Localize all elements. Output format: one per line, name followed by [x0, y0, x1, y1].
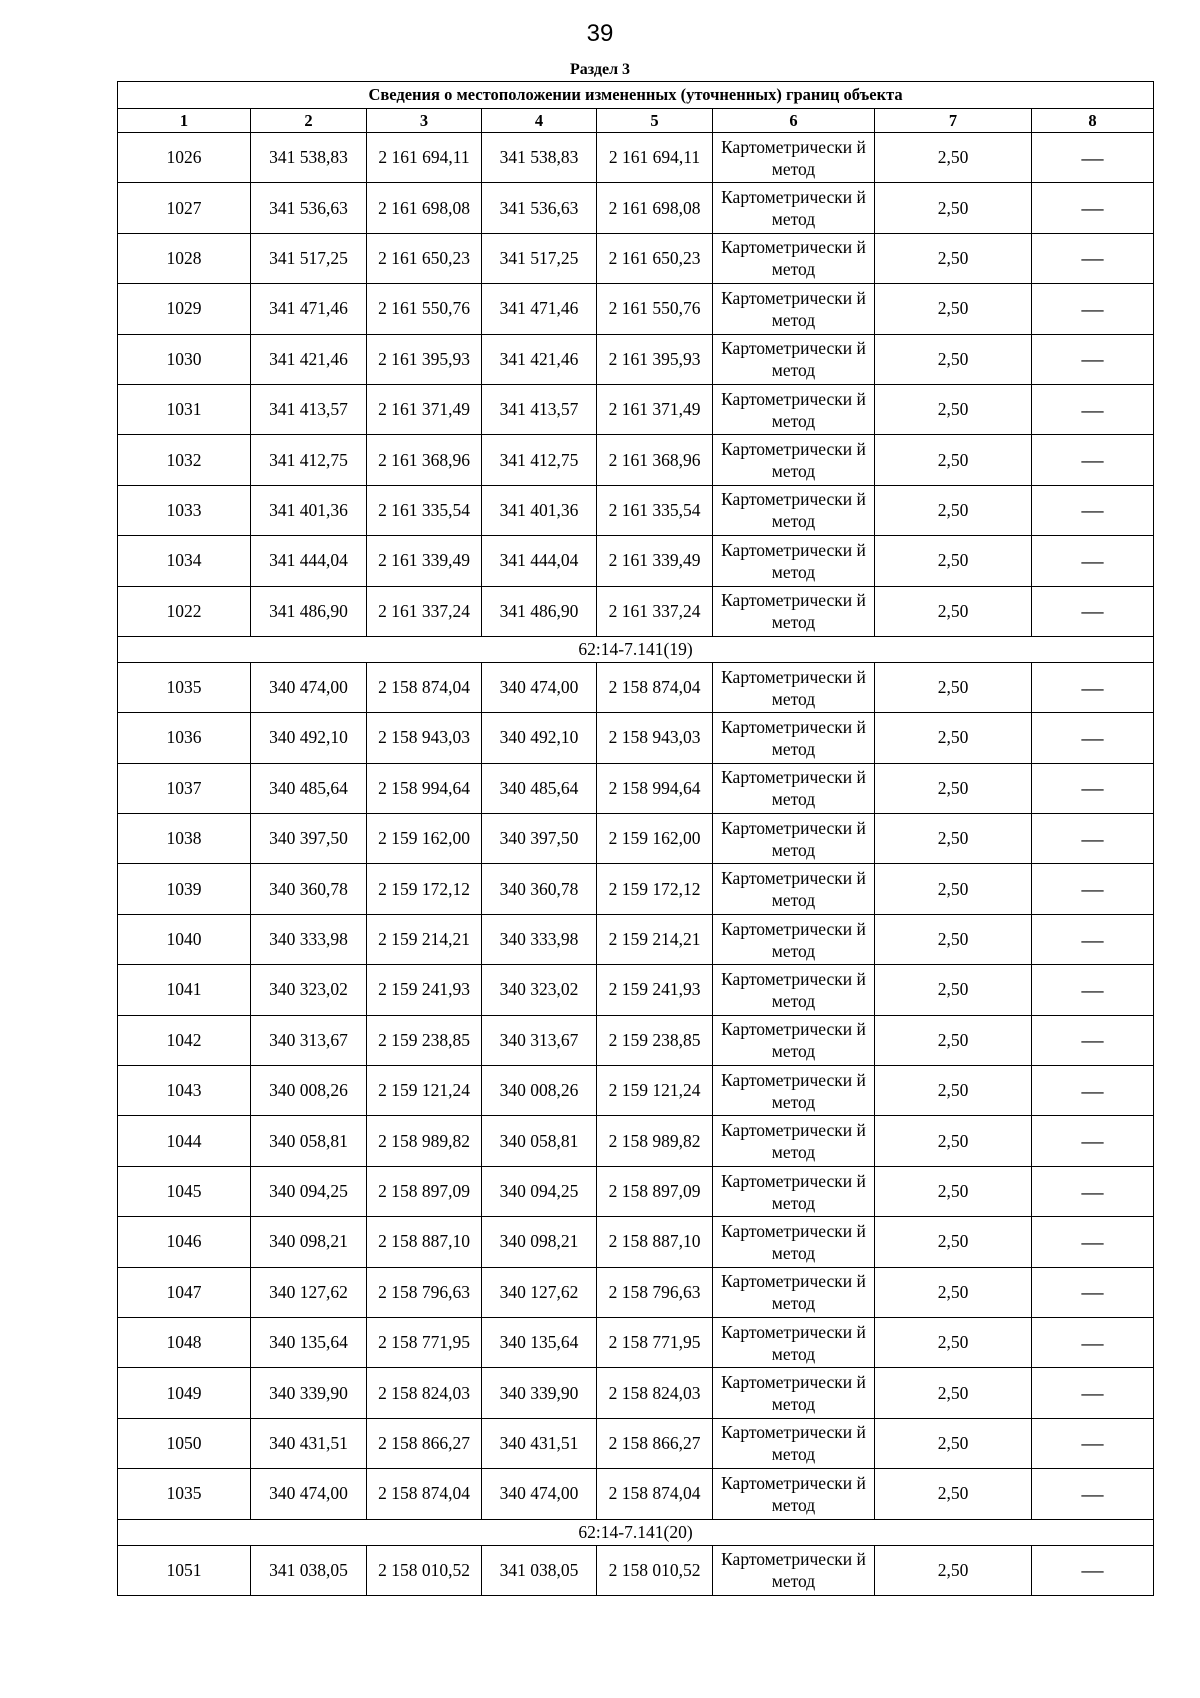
- table-row: [118, 1166, 1154, 1216]
- accuracy-cell: 2,50: [875, 586, 1032, 636]
- x-old-cell: 341 538,83: [251, 133, 367, 183]
- point-number-cell: 1031: [118, 384, 251, 434]
- x-new-cell: 340 431,51: [482, 1418, 597, 1468]
- table-row: [118, 713, 1154, 763]
- table-row: [118, 1015, 1154, 1065]
- point-number-cell: 1041: [118, 965, 251, 1015]
- table-row: [118, 133, 1154, 183]
- y-new-cell: 2 161 698,08: [597, 183, 713, 233]
- x-new-cell: 340 339,90: [482, 1368, 597, 1418]
- x-old-cell: 340 127,62: [251, 1267, 367, 1317]
- y-old-cell: 2 161 371,49: [367, 384, 482, 434]
- y-old-cell: 2 159 214,21: [367, 914, 482, 964]
- accuracy-cell: 2,50: [875, 914, 1032, 964]
- method-cell: Картометрически й метод: [713, 233, 875, 283]
- table-row: [118, 1116, 1154, 1166]
- table-row: [118, 1469, 1154, 1519]
- method-cell: Картометрически й метод: [713, 662, 875, 712]
- x-old-cell: 340 008,26: [251, 1066, 367, 1116]
- description-cell: —: [1032, 1317, 1154, 1367]
- accuracy-cell: 2,50: [875, 1469, 1032, 1519]
- column-header: 7: [875, 109, 1032, 133]
- accuracy-cell: 2,50: [875, 814, 1032, 864]
- x-new-cell: 340 474,00: [482, 662, 597, 712]
- table-row: [118, 914, 1154, 964]
- table-row: [118, 763, 1154, 813]
- x-old-cell: 340 313,67: [251, 1015, 367, 1065]
- table-row: [118, 485, 1154, 535]
- description-cell: —: [1032, 914, 1154, 964]
- description-cell: —: [1032, 1066, 1154, 1116]
- description-cell: —: [1032, 284, 1154, 334]
- x-new-cell: 340 474,00: [482, 1469, 597, 1519]
- y-old-cell: 2 159 172,12: [367, 864, 482, 914]
- x-new-cell: 340 094,25: [482, 1166, 597, 1216]
- y-old-cell: 2 159 121,24: [367, 1066, 482, 1116]
- point-number-cell: 1043: [118, 1066, 251, 1116]
- point-number-cell: 1036: [118, 713, 251, 763]
- y-old-cell: 2 161 395,93: [367, 334, 482, 384]
- x-old-cell: 341 536,63: [251, 183, 367, 233]
- description-cell: —: [1032, 1469, 1154, 1519]
- accuracy-cell: 2,50: [875, 284, 1032, 334]
- accuracy-cell: 2,50: [875, 1166, 1032, 1216]
- description-cell: —: [1032, 864, 1154, 914]
- y-old-cell: 2 158 887,10: [367, 1217, 482, 1267]
- accuracy-cell: 2,50: [875, 1015, 1032, 1065]
- accuracy-cell: 2,50: [875, 435, 1032, 485]
- description-cell: —: [1032, 1418, 1154, 1468]
- x-old-cell: 340 492,10: [251, 713, 367, 763]
- parcel-number: 62:14-7.141(19): [118, 636, 1154, 662]
- y-new-cell: 2 161 335,54: [597, 485, 713, 535]
- x-old-cell: 340 333,98: [251, 914, 367, 964]
- y-old-cell: 2 161 694,11: [367, 133, 482, 183]
- description-cell: —: [1032, 133, 1154, 183]
- accuracy-cell: 2,50: [875, 384, 1032, 434]
- coordinates-table: [117, 81, 1154, 1596]
- accuracy-cell: 2,50: [875, 662, 1032, 712]
- x-old-cell: 340 474,00: [251, 662, 367, 712]
- y-old-cell: 2 158 994,64: [367, 763, 482, 813]
- y-new-cell: 2 161 337,24: [597, 586, 713, 636]
- y-new-cell: 2 158 943,03: [597, 713, 713, 763]
- x-old-cell: 340 094,25: [251, 1166, 367, 1216]
- parcel-group-row: [118, 1519, 1154, 1545]
- accuracy-cell: 2,50: [875, 183, 1032, 233]
- y-old-cell: 2 158 824,03: [367, 1368, 482, 1418]
- method-cell: Картометрически й метод: [713, 1116, 875, 1166]
- y-old-cell: 2 161 698,08: [367, 183, 482, 233]
- x-old-cell: 340 474,00: [251, 1469, 367, 1519]
- y-old-cell: 2 158 010,52: [367, 1545, 482, 1595]
- column-header: 3: [367, 109, 482, 133]
- table-row: [118, 864, 1154, 914]
- point-number-cell: 1039: [118, 864, 251, 914]
- table-row: [118, 1217, 1154, 1267]
- y-old-cell: 2 158 771,95: [367, 1317, 482, 1367]
- y-new-cell: 2 161 650,23: [597, 233, 713, 283]
- y-new-cell: 2 158 771,95: [597, 1317, 713, 1367]
- point-number-cell: 1040: [118, 914, 251, 964]
- x-old-cell: 340 431,51: [251, 1418, 367, 1468]
- table-body: [118, 133, 1154, 1596]
- table-row: [118, 384, 1154, 434]
- table-row: [118, 435, 1154, 485]
- y-old-cell: 2 159 238,85: [367, 1015, 482, 1065]
- accuracy-cell: 2,50: [875, 1545, 1032, 1595]
- y-new-cell: 2 159 172,12: [597, 864, 713, 914]
- x-new-cell: 340 485,64: [482, 763, 597, 813]
- point-number-cell: 1026: [118, 133, 251, 183]
- x-old-cell: 341 517,25: [251, 233, 367, 283]
- y-new-cell: 2 161 395,93: [597, 334, 713, 384]
- method-cell: Картометрически й метод: [713, 485, 875, 535]
- y-new-cell: 2 159 214,21: [597, 914, 713, 964]
- page-number: 39: [586, 20, 614, 47]
- description-cell: —: [1032, 334, 1154, 384]
- accuracy-cell: 2,50: [875, 1418, 1032, 1468]
- y-new-cell: 2 158 824,03: [597, 1368, 713, 1418]
- point-number-cell: 1022: [118, 586, 251, 636]
- y-new-cell: 2 161 368,96: [597, 435, 713, 485]
- x-new-cell: 340 058,81: [482, 1116, 597, 1166]
- table-row: [118, 1545, 1154, 1595]
- x-new-cell: 341 038,05: [482, 1545, 597, 1595]
- table-row: [118, 536, 1154, 586]
- table-caption-row: [118, 82, 1154, 109]
- y-old-cell: 2 158 897,09: [367, 1166, 482, 1216]
- y-new-cell: 2 159 241,93: [597, 965, 713, 1015]
- method-cell: Картометрически й метод: [713, 1368, 875, 1418]
- x-old-cell: 341 471,46: [251, 284, 367, 334]
- y-old-cell: 2 161 339,49: [367, 536, 482, 586]
- x-old-cell: 341 038,05: [251, 1545, 367, 1595]
- y-new-cell: 2 158 887,10: [597, 1217, 713, 1267]
- method-cell: Картометрически й метод: [713, 1066, 875, 1116]
- description-cell: —: [1032, 586, 1154, 636]
- description-cell: —: [1032, 1116, 1154, 1166]
- table-row: [118, 1267, 1154, 1317]
- column-header: 8: [1032, 109, 1154, 133]
- description-cell: —: [1032, 1015, 1154, 1065]
- x-old-cell: 341 444,04: [251, 536, 367, 586]
- table-row: [118, 1418, 1154, 1468]
- x-old-cell: 340 135,64: [251, 1317, 367, 1367]
- table-row: [118, 814, 1154, 864]
- point-number-cell: 1046: [118, 1217, 251, 1267]
- table-caption: Сведения о местоположении измененных (уточненных) границ объекта: [118, 82, 1154, 109]
- x-old-cell: 340 058,81: [251, 1116, 367, 1166]
- x-new-cell: 341 401,36: [482, 485, 597, 535]
- x-new-cell: 341 444,04: [482, 536, 597, 586]
- x-new-cell: 341 421,46: [482, 334, 597, 384]
- y-old-cell: 2 158 796,63: [367, 1267, 482, 1317]
- accuracy-cell: 2,50: [875, 864, 1032, 914]
- parcel-number: 62:14-7.141(20): [118, 1519, 1154, 1545]
- x-new-cell: 340 008,26: [482, 1066, 597, 1116]
- table-row: [118, 334, 1154, 384]
- accuracy-cell: 2,50: [875, 1317, 1032, 1367]
- point-number-cell: 1048: [118, 1317, 251, 1367]
- point-number-cell: 1027: [118, 183, 251, 233]
- method-cell: Картометрически й метод: [713, 1469, 875, 1519]
- x-new-cell: 340 492,10: [482, 713, 597, 763]
- accuracy-cell: 2,50: [875, 334, 1032, 384]
- point-number-cell: 1029: [118, 284, 251, 334]
- x-old-cell: 340 397,50: [251, 814, 367, 864]
- y-new-cell: 2 158 897,09: [597, 1166, 713, 1216]
- method-cell: Картометрически й метод: [713, 763, 875, 813]
- method-cell: Картометрически й метод: [713, 586, 875, 636]
- y-new-cell: 2 159 162,00: [597, 814, 713, 864]
- description-cell: —: [1032, 713, 1154, 763]
- accuracy-cell: 2,50: [875, 1368, 1032, 1418]
- accuracy-cell: 2,50: [875, 485, 1032, 535]
- description-cell: —: [1032, 1166, 1154, 1216]
- x-old-cell: 341 421,46: [251, 334, 367, 384]
- table-row: [118, 183, 1154, 233]
- x-new-cell: 340 135,64: [482, 1317, 597, 1367]
- x-old-cell: 340 360,78: [251, 864, 367, 914]
- method-cell: Картометрически й метод: [713, 435, 875, 485]
- y-old-cell: 2 158 943,03: [367, 713, 482, 763]
- x-new-cell: 340 127,62: [482, 1267, 597, 1317]
- y-new-cell: 2 159 121,24: [597, 1066, 713, 1116]
- point-number-cell: 1050: [118, 1418, 251, 1468]
- method-cell: Картометрически й метод: [713, 1166, 875, 1216]
- x-new-cell: 341 412,75: [482, 435, 597, 485]
- method-cell: Картометрически й метод: [713, 1545, 875, 1595]
- y-new-cell: 2 161 550,76: [597, 284, 713, 334]
- x-new-cell: 340 323,02: [482, 965, 597, 1015]
- method-cell: Картометрически й метод: [713, 1317, 875, 1367]
- point-number-cell: 1033: [118, 485, 251, 535]
- x-new-cell: 341 486,90: [482, 586, 597, 636]
- y-old-cell: 2 158 874,04: [367, 1469, 482, 1519]
- table-row: [118, 662, 1154, 712]
- x-old-cell: 340 485,64: [251, 763, 367, 813]
- point-number-cell: 1049: [118, 1368, 251, 1418]
- method-cell: Картометрически й метод: [713, 814, 875, 864]
- method-cell: Картометрически й метод: [713, 713, 875, 763]
- table-row: [118, 1066, 1154, 1116]
- point-number-cell: 1030: [118, 334, 251, 384]
- y-new-cell: 2 158 994,64: [597, 763, 713, 813]
- column-header: 6: [713, 109, 875, 133]
- method-cell: Картометрически й метод: [713, 1418, 875, 1468]
- x-new-cell: 341 471,46: [482, 284, 597, 334]
- accuracy-cell: 2,50: [875, 1217, 1032, 1267]
- method-cell: Картометрически й метод: [713, 133, 875, 183]
- description-cell: —: [1032, 662, 1154, 712]
- x-new-cell: 341 538,83: [482, 133, 597, 183]
- y-old-cell: 2 159 241,93: [367, 965, 482, 1015]
- x-new-cell: 340 360,78: [482, 864, 597, 914]
- accuracy-cell: 2,50: [875, 713, 1032, 763]
- x-new-cell: 341 536,63: [482, 183, 597, 233]
- x-old-cell: 340 098,21: [251, 1217, 367, 1267]
- method-cell: Картометрически й метод: [713, 1015, 875, 1065]
- description-cell: —: [1032, 1267, 1154, 1317]
- method-cell: Картометрически й метод: [713, 1267, 875, 1317]
- description-cell: —: [1032, 183, 1154, 233]
- method-cell: Картометрически й метод: [713, 965, 875, 1015]
- point-number-cell: 1044: [118, 1116, 251, 1166]
- point-number-cell: 1035: [118, 662, 251, 712]
- x-new-cell: 341 413,57: [482, 384, 597, 434]
- accuracy-cell: 2,50: [875, 1267, 1032, 1317]
- accuracy-cell: 2,50: [875, 536, 1032, 586]
- table-row: [118, 586, 1154, 636]
- y-new-cell: 2 161 339,49: [597, 536, 713, 586]
- method-cell: Картометрически й метод: [713, 384, 875, 434]
- y-old-cell: 2 161 335,54: [367, 485, 482, 535]
- point-number-cell: 1051: [118, 1545, 251, 1595]
- y-new-cell: 2 158 874,04: [597, 1469, 713, 1519]
- method-cell: Картометрически й метод: [713, 334, 875, 384]
- accuracy-cell: 2,50: [875, 1066, 1032, 1116]
- y-old-cell: 2 161 550,76: [367, 284, 482, 334]
- y-old-cell: 2 158 866,27: [367, 1418, 482, 1468]
- x-new-cell: 340 313,67: [482, 1015, 597, 1065]
- method-cell: Картометрически й метод: [713, 864, 875, 914]
- y-new-cell: 2 158 796,63: [597, 1267, 713, 1317]
- point-number-cell: 1037: [118, 763, 251, 813]
- x-old-cell: 341 413,57: [251, 384, 367, 434]
- accuracy-cell: 2,50: [875, 233, 1032, 283]
- description-cell: —: [1032, 384, 1154, 434]
- y-new-cell: 2 158 989,82: [597, 1116, 713, 1166]
- accuracy-cell: 2,50: [875, 763, 1032, 813]
- accuracy-cell: 2,50: [875, 965, 1032, 1015]
- section-title: Раздел 3: [569, 61, 631, 78]
- description-cell: —: [1032, 485, 1154, 535]
- y-old-cell: 2 161 337,24: [367, 586, 482, 636]
- method-cell: Картометрически й метод: [713, 914, 875, 964]
- method-cell: Картометрически й метод: [713, 284, 875, 334]
- x-old-cell: 341 401,36: [251, 485, 367, 535]
- y-new-cell: 2 161 371,49: [597, 384, 713, 434]
- description-cell: —: [1032, 814, 1154, 864]
- y-new-cell: 2 158 010,52: [597, 1545, 713, 1595]
- point-number-cell: 1045: [118, 1166, 251, 1216]
- y-old-cell: 2 161 650,23: [367, 233, 482, 283]
- column-header: 5: [597, 109, 713, 133]
- description-cell: —: [1032, 233, 1154, 283]
- description-cell: —: [1032, 763, 1154, 813]
- y-old-cell: 2 161 368,96: [367, 435, 482, 485]
- y-old-cell: 2 158 989,82: [367, 1116, 482, 1166]
- description-cell: —: [1032, 1368, 1154, 1418]
- x-old-cell: 340 339,90: [251, 1368, 367, 1418]
- y-new-cell: 2 158 866,27: [597, 1418, 713, 1468]
- description-cell: —: [1032, 965, 1154, 1015]
- method-cell: Картометрически й метод: [713, 183, 875, 233]
- point-number-cell: 1028: [118, 233, 251, 283]
- point-number-cell: 1034: [118, 536, 251, 586]
- point-number-cell: 1047: [118, 1267, 251, 1317]
- description-cell: —: [1032, 536, 1154, 586]
- method-cell: Картометрически й метод: [713, 536, 875, 586]
- point-number-cell: 1032: [118, 435, 251, 485]
- description-cell: —: [1032, 1217, 1154, 1267]
- y-new-cell: 2 159 238,85: [597, 1015, 713, 1065]
- parcel-group-row: [118, 636, 1154, 662]
- table-row: [118, 284, 1154, 334]
- x-new-cell: 340 333,98: [482, 914, 597, 964]
- y-old-cell: 2 158 874,04: [367, 662, 482, 712]
- column-header: 1: [118, 109, 251, 133]
- description-cell: —: [1032, 1545, 1154, 1595]
- y-new-cell: 2 158 874,04: [597, 662, 713, 712]
- x-old-cell: 341 412,75: [251, 435, 367, 485]
- table-row: [118, 1317, 1154, 1367]
- point-number-cell: 1042: [118, 1015, 251, 1065]
- column-header: 4: [482, 109, 597, 133]
- x-new-cell: 341 517,25: [482, 233, 597, 283]
- column-header-row: [118, 109, 1154, 133]
- table-row: [118, 965, 1154, 1015]
- x-new-cell: 340 397,50: [482, 814, 597, 864]
- x-old-cell: 341 486,90: [251, 586, 367, 636]
- point-number-cell: 1038: [118, 814, 251, 864]
- x-old-cell: 340 323,02: [251, 965, 367, 1015]
- table-row: [118, 233, 1154, 283]
- point-number-cell: 1035: [118, 1469, 251, 1519]
- x-new-cell: 340 098,21: [482, 1217, 597, 1267]
- accuracy-cell: 2,50: [875, 1116, 1032, 1166]
- description-cell: —: [1032, 435, 1154, 485]
- y-old-cell: 2 159 162,00: [367, 814, 482, 864]
- method-cell: Картометрически й метод: [713, 1217, 875, 1267]
- y-new-cell: 2 161 694,11: [597, 133, 713, 183]
- accuracy-cell: 2,50: [875, 133, 1032, 183]
- column-header: 2: [251, 109, 367, 133]
- table-row: [118, 1368, 1154, 1418]
